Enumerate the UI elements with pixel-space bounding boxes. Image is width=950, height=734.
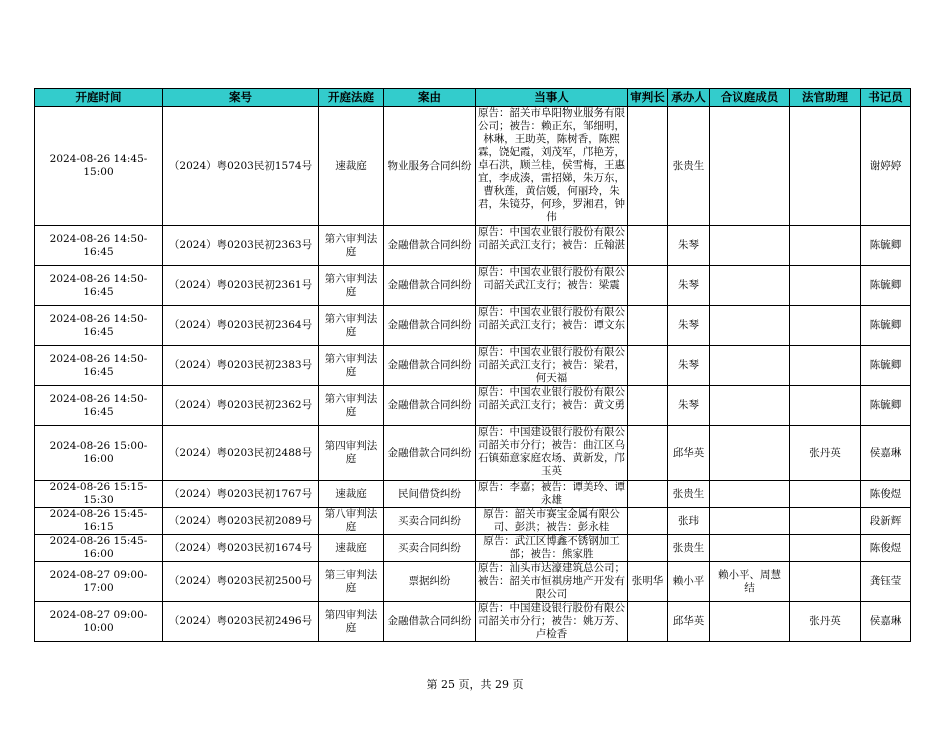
cell-cause-text: 金融借款合同纠纷 bbox=[387, 319, 472, 331]
cell-parties bbox=[476, 266, 628, 306]
cell-handler: 张贵生 bbox=[668, 535, 710, 562]
cell-cause bbox=[384, 508, 476, 535]
header-case-number: 案号 bbox=[163, 89, 319, 107]
cell-cause-text: 金融借款合同纠纷 bbox=[387, 359, 472, 371]
cell-handler: 邱华英 bbox=[668, 426, 710, 481]
cell-handler: 朱琴 bbox=[668, 226, 710, 266]
cell-panel-members bbox=[710, 266, 790, 306]
cell-panel-members-text: 赖小平、周慧结 bbox=[718, 568, 781, 594]
cell-parties bbox=[476, 386, 628, 426]
cell-parties bbox=[476, 426, 628, 481]
cell-panel-members bbox=[710, 602, 790, 642]
cell-parties-text: 原告：李嘉；被告：谭美玲、谭永雄 bbox=[478, 481, 625, 506]
cell-courtroom-text: 速裁庭 bbox=[335, 541, 367, 554]
cell-parties-text: 原告：武江区博鑫不锈钢加工部；被告：熊家胜 bbox=[483, 535, 620, 560]
table-row bbox=[35, 266, 911, 306]
cell-courtroom bbox=[319, 266, 384, 306]
table-row bbox=[35, 602, 911, 642]
cell-parties-text: 原告：汕头市达濠建筑总公司；被告：韶关市恒祺房地产开发有限公司 bbox=[478, 562, 625, 600]
cell-clerk: 龚钰莹 bbox=[861, 562, 911, 602]
table-row bbox=[35, 306, 911, 346]
cell-panel-members bbox=[710, 306, 790, 346]
header-row bbox=[35, 89, 911, 107]
cell-courtroom-text: 第八审判法庭 bbox=[324, 508, 378, 533]
cell-courtroom-text: 速裁庭 bbox=[335, 159, 367, 172]
cell-presiding-judge bbox=[628, 226, 668, 266]
cell-parties-text: 原告：中国农业银行股份有限公司韶关武江支行；被告：谭文东 bbox=[478, 306, 625, 331]
cell-time: 2024-08-26 15:00-16:00 bbox=[35, 426, 163, 481]
cell-cause bbox=[384, 226, 476, 266]
cell-parties bbox=[476, 306, 628, 346]
table-row bbox=[35, 426, 911, 481]
cell-time: 2024-08-27 09:00-17:00 bbox=[35, 562, 163, 602]
cell-cause bbox=[384, 386, 476, 426]
header-handler: 承办人 bbox=[668, 89, 710, 107]
cell-courtroom-text: 第四审判法庭 bbox=[324, 440, 378, 465]
cell-panel-members bbox=[710, 386, 790, 426]
cell-presiding-judge bbox=[628, 266, 668, 306]
cell-parties-text: 原告：中国农业银行股份有限公司韶关武江支行；被告：梁震 bbox=[478, 266, 625, 291]
table-row bbox=[35, 535, 911, 562]
cell-courtroom bbox=[319, 306, 384, 346]
header-time: 开庭时间 bbox=[35, 89, 163, 107]
cell-courtroom bbox=[319, 107, 384, 226]
cell-handler: 张贵生 bbox=[668, 107, 710, 226]
cell-parties-text: 原告：中国农业银行股份有限公司韶关武江支行；被告：黄文勇 bbox=[478, 386, 625, 411]
cell-case-number: （2024）粤0203民初1767号 bbox=[163, 481, 319, 508]
cell-handler: 张玮 bbox=[668, 508, 710, 535]
cell-presiding-judge bbox=[628, 306, 668, 346]
cell-panel-members bbox=[710, 481, 790, 508]
cell-judge-assistant bbox=[790, 107, 861, 226]
header-courtroom: 开庭法庭 bbox=[319, 89, 384, 107]
cell-courtroom-text: 第六审判法庭 bbox=[324, 272, 378, 298]
cell-courtroom bbox=[319, 481, 384, 508]
cell-time: 2024-08-27 09:00-10:00 bbox=[35, 602, 163, 642]
cell-cause bbox=[384, 306, 476, 346]
cell-time: 2024-08-26 15:45-16:00 bbox=[35, 535, 163, 562]
cell-cause-text: 民间借贷纠纷 bbox=[398, 487, 461, 500]
cell-judge-assistant: 张丹英 bbox=[790, 426, 861, 481]
cell-cause bbox=[384, 481, 476, 508]
cell-case-number: （2024）粤0203民初2496号 bbox=[163, 602, 319, 642]
cell-presiding-judge bbox=[628, 426, 668, 481]
cell-courtroom bbox=[319, 602, 384, 642]
cell-presiding-judge: 张明华 bbox=[628, 562, 668, 602]
cell-cause-text: 买卖合同纠纷 bbox=[398, 541, 461, 554]
cell-case-number: （2024）粤0203民初2488号 bbox=[163, 426, 319, 481]
cell-cause-text: 金融借款合同纠纷 bbox=[387, 446, 472, 459]
cell-case-number: （2024）粤0203民初2362号 bbox=[163, 386, 319, 426]
cell-case-number: （2024）粤0203民初1674号 bbox=[163, 535, 319, 562]
cell-clerk: 陈毓卿 bbox=[861, 346, 911, 386]
cell-courtroom bbox=[319, 226, 384, 266]
cell-handler: 朱琴 bbox=[668, 346, 710, 386]
cell-parties bbox=[476, 226, 628, 266]
cell-case-number: （2024）粤0203民初2500号 bbox=[163, 562, 319, 602]
cell-courtroom-text: 第三审判法庭 bbox=[324, 568, 378, 594]
cell-parties-text: 原告：中国建设银行股份有限公司韶关市分行；被告：曲江区乌石镇茹意家庭农场、黄新发，邝玉英 bbox=[478, 426, 625, 477]
cell-presiding-judge bbox=[628, 535, 668, 562]
table-row bbox=[35, 481, 911, 508]
cell-parties bbox=[476, 602, 628, 642]
cell-courtroom bbox=[319, 426, 384, 481]
cell-cause-text: 金融借款合同纠纷 bbox=[387, 615, 472, 627]
cell-cause bbox=[384, 266, 476, 306]
cell-cause-text: 物业服务合同纠纷 bbox=[387, 159, 472, 172]
cell-courtroom-text: 第六审判法庭 bbox=[324, 352, 378, 378]
cell-case-number: （2024）粤0203民初2089号 bbox=[163, 508, 319, 535]
cell-panel-members bbox=[710, 426, 790, 481]
cell-panel-members bbox=[710, 508, 790, 535]
cell-judge-assistant bbox=[790, 535, 861, 562]
cell-courtroom-text: 速裁庭 bbox=[335, 487, 367, 500]
cell-courtroom bbox=[319, 346, 384, 386]
header-presiding-judge: 审判长 bbox=[628, 89, 668, 107]
cell-panel-members bbox=[710, 346, 790, 386]
court-schedule-table bbox=[34, 88, 911, 642]
cell-handler: 邱华英 bbox=[668, 602, 710, 642]
table-row bbox=[35, 562, 911, 602]
cell-presiding-judge bbox=[628, 602, 668, 642]
cell-parties bbox=[476, 107, 628, 226]
cell-cause-text: 票据纠纷 bbox=[408, 575, 451, 587]
cell-case-number: （2024）粤0203民初2361号 bbox=[163, 266, 319, 306]
table-row bbox=[35, 386, 911, 426]
cell-parties bbox=[476, 535, 628, 562]
cell-clerk: 陈俊煜 bbox=[861, 481, 911, 508]
cell-handler: 朱琴 bbox=[668, 266, 710, 306]
cell-courtroom bbox=[319, 535, 384, 562]
cell-handler: 朱琴 bbox=[668, 386, 710, 426]
cell-courtroom-text: 第六审判法庭 bbox=[324, 232, 378, 258]
cell-case-number: （2024）粤0203民初2383号 bbox=[163, 346, 319, 386]
cell-time: 2024-08-26 15:15-15:30 bbox=[35, 481, 163, 508]
cell-time: 2024-08-26 14:45-15:00 bbox=[35, 107, 163, 226]
cell-case-number: （2024）粤0203民初1574号 bbox=[163, 107, 319, 226]
cell-handler: 张贵生 bbox=[668, 481, 710, 508]
header-cause: 案由 bbox=[384, 89, 476, 107]
cell-time: 2024-08-26 14:50-16:45 bbox=[35, 346, 163, 386]
cell-judge-assistant bbox=[790, 481, 861, 508]
cell-courtroom bbox=[319, 386, 384, 426]
cell-judge-assistant bbox=[790, 306, 861, 346]
cell-clerk: 陈俊煜 bbox=[861, 535, 911, 562]
cell-judge-assistant bbox=[790, 226, 861, 266]
cell-presiding-judge bbox=[628, 386, 668, 426]
table-row bbox=[35, 346, 911, 386]
cell-parties bbox=[476, 508, 628, 535]
cell-cause bbox=[384, 426, 476, 481]
cell-courtroom-text: 第六审判法庭 bbox=[324, 312, 378, 338]
cell-cause-text: 金融借款合同纠纷 bbox=[387, 279, 472, 291]
cell-time: 2024-08-26 14:50-16:45 bbox=[35, 386, 163, 426]
cell-presiding-judge bbox=[628, 481, 668, 508]
cell-time: 2024-08-26 14:50-16:45 bbox=[35, 306, 163, 346]
cell-judge-assistant bbox=[790, 508, 861, 535]
cell-parties-text: 原告：中国农业银行股份有限公司韶关武江支行；被告：梁君，何天福 bbox=[478, 346, 625, 384]
cell-case-number: （2024）粤0203民初2364号 bbox=[163, 306, 319, 346]
cell-clerk: 侯嘉琳 bbox=[861, 426, 911, 481]
cell-cause bbox=[384, 535, 476, 562]
cell-parties bbox=[476, 346, 628, 386]
table-row bbox=[35, 508, 911, 535]
cell-judge-assistant bbox=[790, 346, 861, 386]
cell-parties-text: 原告：韶关市阜阳物业服务有限公司；被告：赖正东，邹细明，林琳，王助英，陈树香，陈熙霖，饶妃霞，刘茂军，邝艳芳，卓石洪，顾兰桂，侯雪梅，王惠宜，李成湊，雷招娣，朱万东，曹秋莲，黄信媛，何丽玲，朱君，朱镜芬，何珍，罗湘君，钟伟 bbox=[478, 107, 625, 223]
cell-handler: 赖小平 bbox=[668, 562, 710, 602]
cell-parties bbox=[476, 481, 628, 508]
cell-courtroom-text: 第六审判法庭 bbox=[324, 392, 378, 418]
cell-clerk: 陈毓卿 bbox=[861, 386, 911, 426]
cell-cause bbox=[384, 562, 476, 602]
cell-presiding-judge bbox=[628, 107, 668, 226]
cell-parties-text: 原告：中国建设银行股份有限公司韶关市分行；被告：姚万芳、卢检香 bbox=[478, 602, 625, 640]
cell-presiding-judge bbox=[628, 508, 668, 535]
cell-panel-members bbox=[710, 107, 790, 226]
cell-clerk: 陈毓卿 bbox=[861, 266, 911, 306]
cell-cause bbox=[384, 107, 476, 226]
cell-clerk: 陈毓卿 bbox=[861, 306, 911, 346]
table-row bbox=[35, 226, 911, 266]
table-row bbox=[35, 107, 911, 226]
header-parties: 当事人 bbox=[476, 89, 628, 107]
cell-judge-assistant bbox=[790, 266, 861, 306]
cell-time: 2024-08-26 15:45-16:15 bbox=[35, 508, 163, 535]
cell-judge-assistant: 张丹英 bbox=[790, 602, 861, 642]
cell-cause-text: 金融借款合同纠纷 bbox=[387, 239, 472, 251]
cell-cause-text: 金融借款合同纠纷 bbox=[387, 399, 472, 411]
cell-judge-assistant bbox=[790, 386, 861, 426]
cell-time: 2024-08-26 14:50-16:45 bbox=[35, 226, 163, 266]
cell-parties-text: 原告：韶关市赛宝金属有限公司、彭洪；被告：彭永桂 bbox=[483, 508, 620, 533]
cell-parties bbox=[476, 562, 628, 602]
cell-panel-members bbox=[710, 226, 790, 266]
cell-panel-members bbox=[710, 562, 790, 602]
cell-courtroom bbox=[319, 562, 384, 602]
cell-time: 2024-08-26 14:50-16:45 bbox=[35, 266, 163, 306]
cell-cause bbox=[384, 602, 476, 642]
page-number-footer: 第 25 页，共 29 页 bbox=[426, 678, 524, 691]
cell-cause-text: 买卖合同纠纷 bbox=[398, 514, 461, 527]
cell-clerk: 谢婷婷 bbox=[861, 107, 911, 226]
cell-presiding-judge bbox=[628, 346, 668, 386]
cell-handler: 朱琴 bbox=[668, 306, 710, 346]
cell-judge-assistant bbox=[790, 562, 861, 602]
cell-panel-members bbox=[710, 535, 790, 562]
cell-clerk: 陈毓卿 bbox=[861, 226, 911, 266]
cell-clerk: 侯嘉琳 bbox=[861, 602, 911, 642]
header-clerk: 书记员 bbox=[861, 89, 911, 107]
cell-courtroom-text: 第四审判法庭 bbox=[324, 608, 378, 634]
cell-courtroom bbox=[319, 508, 384, 535]
header-judge-assistant: 法官助理 bbox=[790, 89, 861, 107]
cell-clerk: 段新辉 bbox=[861, 508, 911, 535]
header-panel-members: 合议庭成员 bbox=[710, 89, 790, 107]
cell-parties-text: 原告：中国农业银行股份有限公司韶关武江支行；被告：丘翰湛 bbox=[478, 226, 625, 251]
cell-cause bbox=[384, 346, 476, 386]
cell-case-number: （2024）粤0203民初2363号 bbox=[163, 226, 319, 266]
